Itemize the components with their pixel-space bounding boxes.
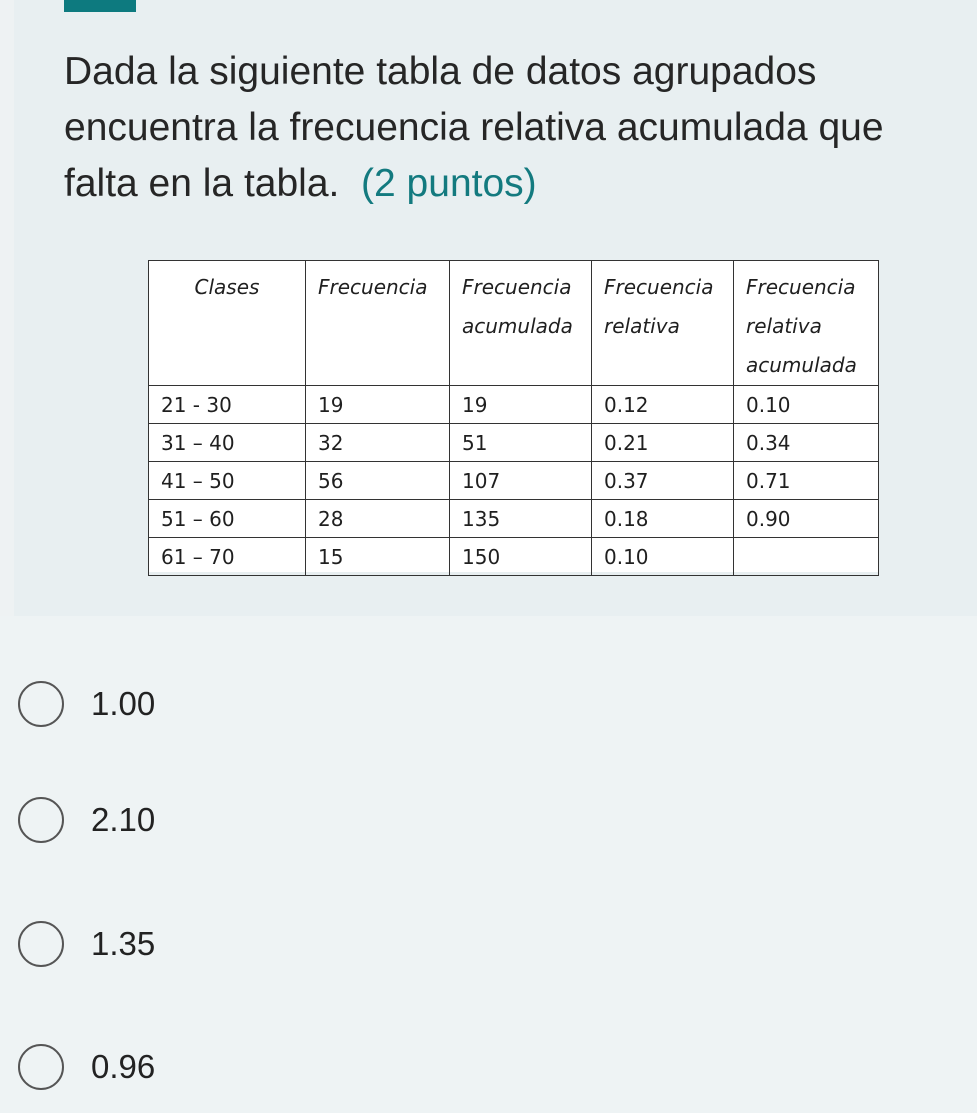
table-cell: 28 — [306, 500, 450, 538]
table-cell: 51 – 60 — [149, 500, 306, 538]
option-label: 0.96 — [91, 1048, 156, 1085]
header-cell: Clases — [149, 261, 306, 386]
table-cell: 135 — [450, 500, 592, 538]
option-3[interactable] — [18, 921, 418, 971]
table-cell: 0.10 — [734, 386, 879, 424]
table-cell: 0.71 — [734, 462, 879, 500]
radio-button[interactable] — [18, 681, 64, 727]
table-cell: 41 – 50 — [149, 462, 306, 500]
table-cell: 51 — [450, 424, 592, 462]
option-label: 2.10 — [91, 801, 156, 838]
radio-button[interactable] — [18, 1044, 64, 1090]
table-cell: 0.21 — [592, 424, 734, 462]
table-cell: 0.90 — [734, 500, 879, 538]
radio-button[interactable] — [18, 797, 64, 843]
table-row — [149, 538, 879, 576]
question-points: (2 puntos) — [361, 162, 537, 205]
table-row — [149, 462, 879, 500]
header-cell: Frecuencia — [306, 261, 450, 386]
question-text: Dada la siguiente tabla de datos agrupados encuentra la frecuencia relativa acumulada que falta en la tabla. — [64, 50, 884, 205]
table-cell: 0.12 — [592, 386, 734, 424]
table-row — [149, 424, 879, 462]
option-label: 1.35 — [91, 925, 156, 962]
table-cell: 0.34 — [734, 424, 879, 462]
table-header-row — [149, 261, 879, 386]
table-cell: 61 – 70 — [149, 538, 306, 576]
question-title — [64, 44, 964, 212]
missing-value-cell — [734, 538, 879, 576]
table-cell: 56 — [306, 462, 450, 500]
data-table-image — [148, 260, 878, 572]
table-cell: 15 — [306, 538, 450, 576]
table-row — [149, 500, 879, 538]
accent-bar — [64, 0, 136, 12]
header-cell: Frecuencia relativa acumulada — [734, 261, 879, 386]
option-2[interactable] — [18, 797, 418, 847]
table-cell: 32 — [306, 424, 450, 462]
grouped-data-table — [148, 260, 879, 576]
radio-button[interactable] — [18, 921, 64, 967]
option-label: 1.00 — [91, 685, 156, 722]
table-cell: 31 – 40 — [149, 424, 306, 462]
answer-options — [0, 616, 977, 1113]
table-cell: 19 — [450, 386, 592, 424]
table-cell: 150 — [450, 538, 592, 576]
table-cell: 0.37 — [592, 462, 734, 500]
table-cell: 0.18 — [592, 500, 734, 538]
table-cell: 19 — [306, 386, 450, 424]
option-1[interactable] — [18, 681, 418, 731]
table-cell: 21 - 30 — [149, 386, 306, 424]
option-4[interactable] — [18, 1044, 418, 1094]
table-row — [149, 386, 879, 424]
table-cell: 0.10 — [592, 538, 734, 576]
header-cell: Frecuencia acumulada — [450, 261, 592, 386]
table-cell: 107 — [450, 462, 592, 500]
header-cell: Frecuencia relativa — [592, 261, 734, 386]
